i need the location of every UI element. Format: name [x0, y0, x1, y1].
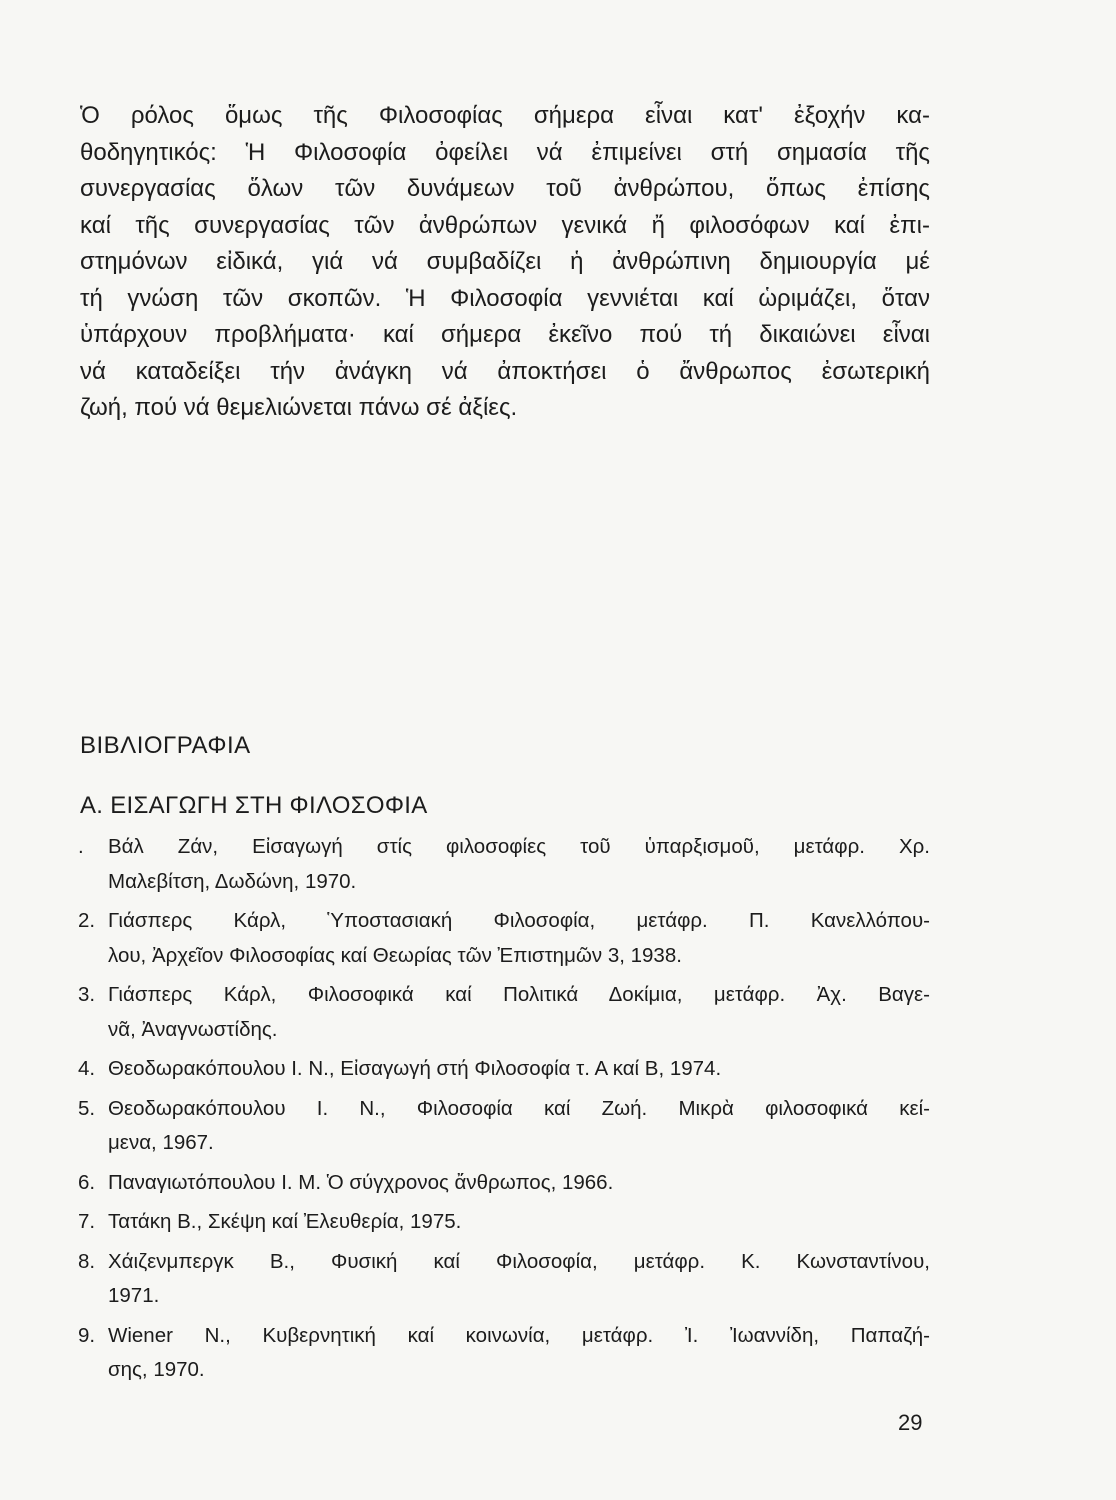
- reference-line: Θεοδωρακόπουλου Ι. Ν., Φιλοσοφία καί Ζωή. Μικρὰ φιλοσοφικά κεί-: [108, 1096, 930, 1120]
- reference-line: Τατάκη Β., Σκέψη καί Ἐλευθερία, 1975.: [108, 1210, 462, 1233]
- paragraph-line: ὑπάρχουν προβλήματα· καί σήμερα ἐκεῖνο πού τή δικαιώνει εἶναι: [80, 321, 930, 348]
- reference-number: 3.: [78, 983, 96, 1006]
- paragraph-line: νά καταδείξει τήν ἀνάγκη νά ἀποκτήσει ὁ ἄνθρωπος ἐσωτερική: [80, 357, 930, 385]
- reference-line: λου, Ἀρχεῖον Φιλοσοφίας καί Θεωρίας τῶν Ἐπιστημῶν 3, 1938.: [108, 943, 682, 967]
- paragraph-line: στημόνων εἰδικά, γιά νά συμβαδίζει ἡ ἀνθρώπινη δημιουργία μέ: [80, 248, 930, 275]
- paragraph-line: θοδηγητικός: Ἡ Φιλοσοφία ὀφείλει νά ἐπιμείνει στή σημασία τῆς: [80, 138, 930, 166]
- reference-line: Γιάσπερς Κάρλ, Φιλοσοφικά καί Πολιτικά Δοκίμια, μετάφρ. Ἀχ. Βαγε-: [108, 983, 930, 1006]
- reference-line: Θεοδωρακόπουλου Ι. Ν., Εἰσαγωγή στή Φιλοσοφία τ. Α καί Β, 1974.: [108, 1057, 722, 1080]
- reference-item: [78, 1052, 930, 1087]
- reference-line: Γιάσπερς Κάρλ, Ὑποστασιακή Φιλοσοφία, μετάφρ. Π. Κανελλόπου-: [108, 909, 930, 932]
- reference-line: Wiener N., Κυβερνητική καί κοινωνία, μετάφρ. Ἰ. Ἰωαννίδη, Παπαζή-: [108, 1323, 930, 1347]
- reference-item: [78, 1092, 930, 1161]
- section-heading: Α. ΕΙΣΑΓΩΓΗ ΣΤΗ ΦΙΛΟΣΟΦΙΑ: [80, 792, 428, 819]
- reference-line: Μαλεβίτση, Δωδώνη, 1970.: [108, 869, 357, 893]
- reference-number: 8.: [78, 1249, 96, 1273]
- reference-item: [78, 1245, 930, 1314]
- page-number: 29: [898, 1410, 923, 1435]
- reference-number: 7.: [78, 1210, 96, 1233]
- reference-line: σης, 1970.: [108, 1358, 205, 1381]
- reference-item: [78, 1166, 930, 1201]
- reference-list: [78, 830, 930, 1393]
- reference-line: 1971.: [108, 1284, 160, 1307]
- reference-number: 9.: [78, 1323, 96, 1347]
- reference-number: .: [78, 835, 84, 858]
- paragraph-line: Ὁ ρόλος ὅμως τῆς Φιλοσοφίας σήμερα εἶναι κατ' ἐξοχήν κα-: [80, 102, 930, 129]
- reference-number: 2.: [78, 909, 96, 932]
- reference-number: 6.: [78, 1170, 96, 1194]
- paragraph-line: τή γνώση τῶν σκοπῶν. Ἡ Φιλοσοφία γεννιέται καί ὡριμάζει, ὅταν: [80, 284, 930, 312]
- reference-item: [78, 1319, 930, 1388]
- reference-item: [78, 1205, 930, 1240]
- paragraph-line: ζωή, πού νά θεμελιώνεται πάνω σέ ἀξίες.: [80, 394, 518, 421]
- reference-line: μενα, 1967.: [108, 1131, 214, 1154]
- reference-item: [78, 978, 930, 1047]
- reference-line: Παναγιωτόπουλου Ι. Μ. Ὁ σύγχρονος ἄνθρωπος, 1966.: [108, 1170, 614, 1194]
- paragraph-line: συνεργασίας ὅλων τῶν δυνάμεων τοῦ ἀνθρώπου, ὅπως ἐπίσης: [80, 175, 930, 202]
- reference-line: Βάλ Ζάν, Εἰσαγωγή στίς φιλοσοφίες τοῦ ὑπαρξισμοῦ, μετάφρ. Χρ.: [108, 835, 930, 858]
- bibliography-heading: ΒΙΒΛΙΟΓΡΑΦΙΑ: [80, 732, 251, 759]
- reference-item: [78, 830, 930, 899]
- reference-line: νᾶ, Ἀναγνωστίδης.: [108, 1017, 278, 1041]
- reference-number: 5.: [78, 1096, 96, 1120]
- paragraph-line: καί τῆς συνεργασίας τῶν ἀνθρώπων γενικά ἤ φιλοσόφων καί ἐπι-: [80, 211, 930, 239]
- reference-item: [78, 904, 930, 973]
- reference-number: 4.: [78, 1057, 96, 1080]
- body-paragraph: [80, 98, 930, 427]
- reference-line: Χάιζενμπεργκ Β., Φυσική καί Φιλοσοφία, μετάφρ. Κ. Κωνσταντίνου,: [108, 1249, 930, 1273]
